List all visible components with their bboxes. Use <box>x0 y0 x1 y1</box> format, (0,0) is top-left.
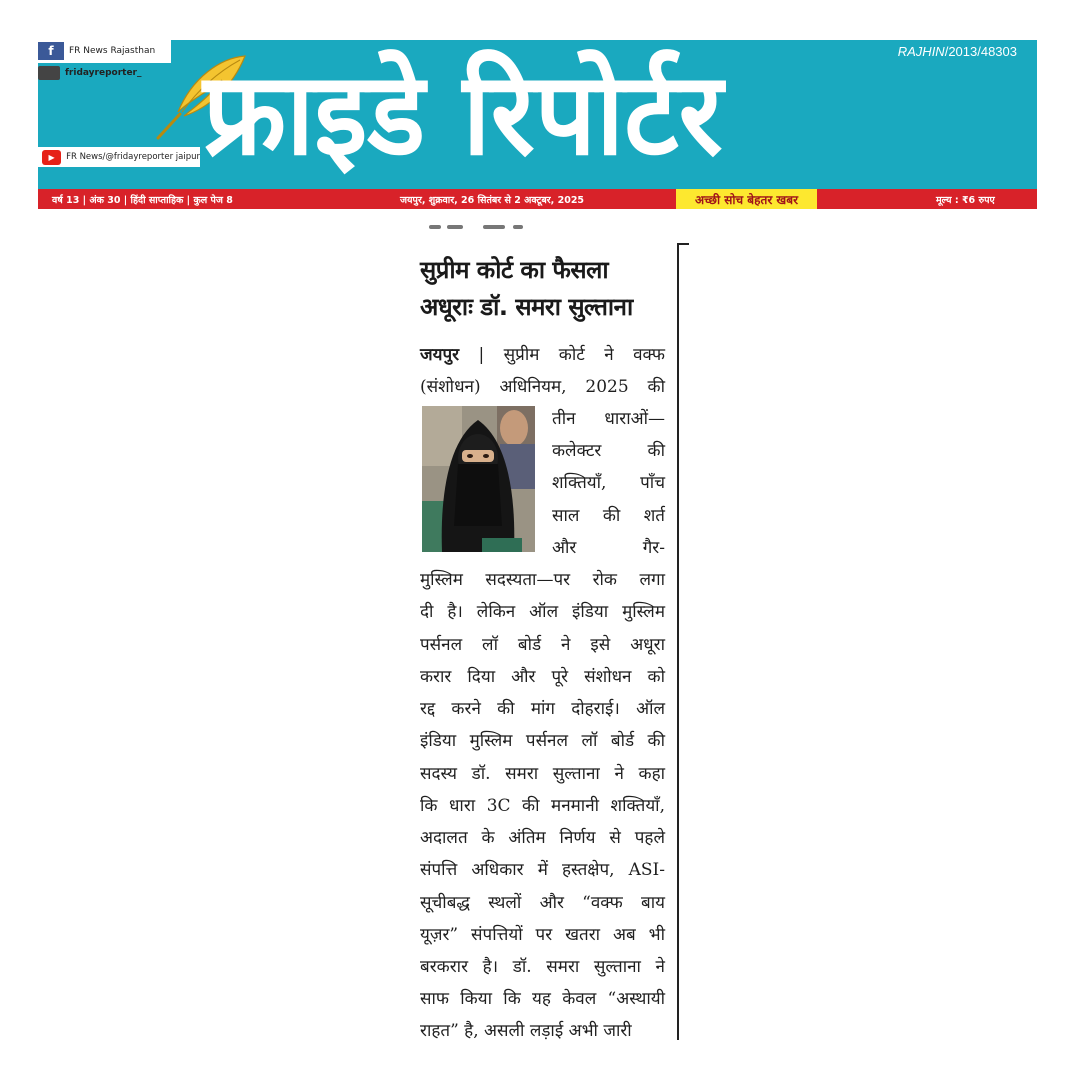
body-line-16: अदालत के अंतिम निर्णय से पहले <box>420 828 665 848</box>
instagram-icon <box>38 66 60 80</box>
body-line-4: कलेक्टर की <box>552 441 665 461</box>
info-bar <box>38 189 1037 209</box>
youtube-play-icon: ▶ <box>42 150 61 165</box>
body-line-6: साल की शर्त <box>552 506 665 526</box>
dateline-separator: | <box>459 345 504 365</box>
body-line-13: इंडिया मुस्लिम पर्सनल लॉ बोर्ड की <box>420 731 665 751</box>
body-line-19: यूज़र” संपत्तियों पर खतरा अब भी <box>420 925 665 945</box>
price: मूल्य : ₹6 रुपए <box>936 195 995 206</box>
body-line-7: और गैर- <box>552 538 665 558</box>
body-line-17: संपत्ति अधिकार में हस्तक्षेप, ASI- <box>420 860 665 880</box>
facebook-handle: FR News Rajasthan <box>69 46 156 56</box>
body-line-3: तीन धाराओं— <box>552 409 665 429</box>
instagram-link[interactable] <box>38 66 142 80</box>
body-line-5: शक्तियाँ, पाँच <box>552 473 665 493</box>
column-rule-hook <box>677 243 689 245</box>
headline-line-2: अधूराः डॉ. समरा सुल्ताना <box>420 293 633 321</box>
body-line-9: दी है। लेकिन ऑल इंडिया मुस्लिम <box>420 602 665 622</box>
body-line-14: सदस्य डॉ. समरा सुल्ताना ने कहा <box>420 764 665 784</box>
facebook-icon: f <box>38 42 64 60</box>
column-rule <box>677 243 679 1040</box>
instagram-handle: fridayreporter_ <box>65 68 142 78</box>
tagline-badge: अच्छी सोच बेहतर खबर <box>676 189 817 209</box>
article-photo <box>422 406 535 552</box>
youtube-handle: FR News/@fridayreporter jaipur <box>66 152 200 162</box>
masthead <box>38 40 1037 189</box>
newspaper-title: फ्राइडे रिपोर्टर <box>203 48 723 181</box>
dateline: जयपुर, शुक्रवार, 26 सितंबर से 2 अक्टूबर, 2025 <box>400 195 585 206</box>
body-line-15: कि धारा 3C की मनमानी शक्तियाँ, <box>420 796 665 816</box>
body-line-10: पर्सनल लॉ बोर्ड ने इसे अधूरा <box>420 635 665 655</box>
youtube-link[interactable] <box>38 147 200 167</box>
headline-line-1: सुप्रीम कोर्ट का फैसला <box>420 256 609 284</box>
registration-number <box>898 44 1017 59</box>
body-line-21: साफ किया कि यह केवल “अस्थायी <box>420 989 665 1009</box>
registration-suffix: /2013/48303 <box>944 44 1017 59</box>
article-headline <box>420 252 670 326</box>
body-line-1 <box>420 342 665 365</box>
dateline-city: जयपुर <box>420 345 460 365</box>
registration-prefix: RAJHIN <box>897 44 945 59</box>
body-line-20: बरकरार है। डॉ. समरा सुल्ताना ने <box>420 957 665 977</box>
body-line-22: राहत” है, असली लड़ाई अभी जारी <box>420 1021 632 1041</box>
issue-info: वर्ष 13 | अंक 30 | हिंदी साप्ताहिक | कुल पेज 8 <box>52 195 233 206</box>
body-line-12: रद्द करने की मांग दोहराई। ऑल <box>420 699 665 719</box>
facebook-link[interactable] <box>38 42 155 60</box>
body-line-2: (संशोधन) अधिनियम, 2025 की <box>420 377 665 397</box>
body-line-18: सूचीबद्ध स्थलों और “वक्फ बाय <box>420 893 665 913</box>
clipped-text-fragment <box>425 219 545 233</box>
body-line-1-text: सुप्रीम कोर्ट ने वक्फ <box>503 345 665 365</box>
body-line-8: मुस्लिम सदस्यता—पर रोक लगा <box>420 570 665 590</box>
body-line-11: करार दिया और पूरे संशोधन को <box>420 667 665 687</box>
